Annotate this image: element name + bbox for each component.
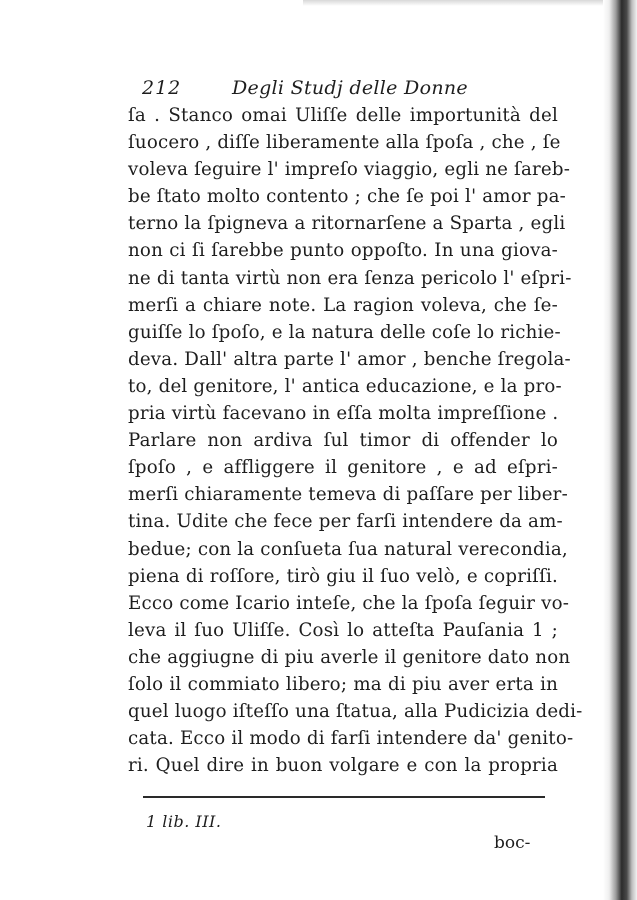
text-line: voleva ſeguire l' impreſo viaggio, egli ne ſareb- <box>128 159 571 181</box>
text-line: ſa . Stanco omai Uliſſe delle importunità del <box>128 105 558 126</box>
text-line: terno la ſpigneva a ritornarſene a Sparta , egli <box>128 213 566 235</box>
text-line: piena di roſſore, tirò giu il ſuo velò, e copriſſi. <box>128 565 558 587</box>
text-line: ri. Quel dire in buon volgare e con la propria <box>128 755 558 777</box>
text-line: non ci ſi ſarebbe punto oppoſto. In una giova- <box>128 240 558 262</box>
text-line: cata. Ecco il modo di farſi intendere da' genito- <box>128 728 574 750</box>
catchword: boc- <box>494 833 531 853</box>
text-line: Parlare non ardiva ſul timor di offender lo <box>128 430 558 452</box>
text-line: Ecco come Icario inteſe, che la ſpoſa ſeguir vo- <box>128 592 570 614</box>
text-line: ſolo il commiato libero; ma di piu aver erta in <box>128 673 558 695</box>
scan-top-shadow <box>303 0 603 6</box>
footnote-rule <box>143 796 545 798</box>
text-line: che aggiugne di piu averle il genitore dato non <box>128 646 571 668</box>
text-line: bedue; con la conſueta ſua natural verecondia, <box>128 538 568 560</box>
binding-edge <box>603 0 637 900</box>
text-line: ſpoſo , e affliggere il genitore , e ad eſpri- <box>128 457 558 479</box>
footnote: 1 lib. III. <box>146 812 222 831</box>
text-line: ſuocero , diſſe liberamente alla ſpoſa , che , ſe <box>128 132 561 154</box>
text-line: leva il ſuo Uliſſe. Così lo atteſta Pauſania 1 ; <box>128 619 558 641</box>
body-text <box>128 102 583 779</box>
text-line: pria virtù facevano in eſſa molta impreſſione . <box>128 403 559 425</box>
text-line: quel luogo iſteſſo una ſtatua, alla Pudicizia dedi- <box>128 701 583 723</box>
text-line: merſi chiaramente temeva di paſſare per liber- <box>128 484 568 506</box>
text-line: merſi a chiare note. La ragion voleva, che ſe- <box>128 294 558 316</box>
page-number: 212 <box>142 77 182 99</box>
running-head: Degli Studj delle Donne <box>232 77 468 99</box>
text-line: deva. Dall' altra parte l' amor , benche ſregola- <box>128 348 571 370</box>
page-header <box>142 76 562 100</box>
text-line: be ſtato molto contento ; che ſe poi l' amor pa- <box>128 186 567 208</box>
text-line: guiſſe lo ſpoſo, e la natura delle coſe lo richie- <box>128 321 561 343</box>
text-line: ne di tanta virtù non era ſenza pericolo l' eſpri- <box>128 267 572 289</box>
text-line: tina. Udite che fece per farſi intendere da am- <box>128 511 563 533</box>
text-line: to, del genitore, l' antica educazione, e la pro- <box>128 375 562 397</box>
